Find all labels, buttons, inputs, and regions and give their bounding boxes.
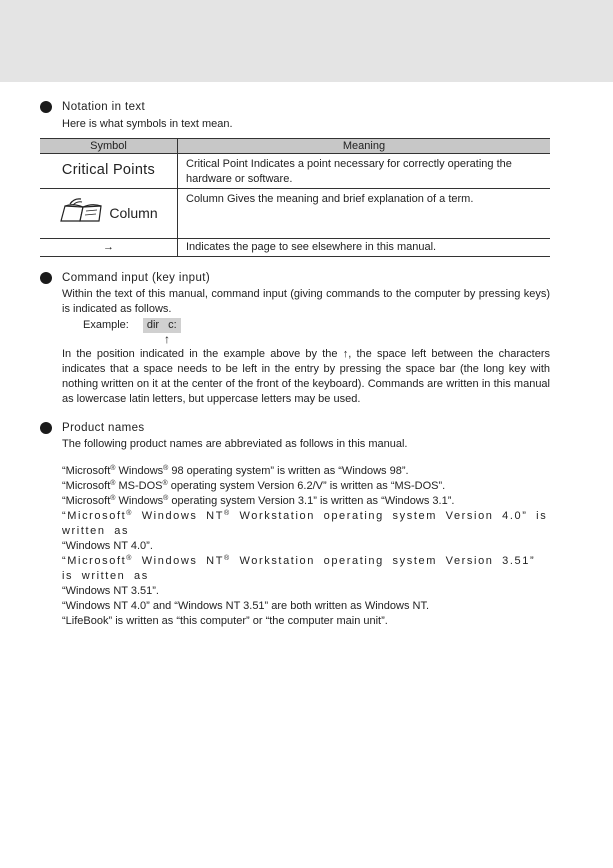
header-symbol: Symbol <box>40 139 178 154</box>
header-meaning: Meaning <box>178 139 551 154</box>
meaning-cell: Critical Point Indicates a point necessary for correctly operating the hardware or software. <box>178 154 551 189</box>
arrow-line <box>40 334 550 347</box>
table-row <box>40 239 550 257</box>
table-row <box>40 154 550 189</box>
products-intro: The following product names are abbreviated as follows in this manual. <box>62 438 408 450</box>
symbol-cell <box>40 154 178 189</box>
product-line: “Microsoft® Windows® 98 operating system” is written as “Windows 98”. <box>62 465 409 477</box>
meaning-cell: Column Gives the meaning and brief explanation of a term. <box>178 189 551 239</box>
example-label: Example: <box>83 319 129 331</box>
notation-table <box>40 138 550 257</box>
command-explanation: In the position indicated in the example above by the ↑, the space left between the characters indicates that a space needs to be left in the entry by pressing the space bar (the long key with nothing written on it at the center of the front of the keyboard). Commands are written in this manual as lowercase latin letters, but uppercase letters may be used. <box>62 348 550 405</box>
section-heading-products <box>40 421 550 437</box>
product-line: “Microsoft® Windows NT® Workstation operating system Version 3.51” is written as “Windows NT 3.51”. <box>62 555 536 597</box>
open-book-icon <box>59 198 103 229</box>
bullet-icon <box>40 101 52 113</box>
symbol-cell <box>40 239 178 257</box>
section-title: Command input (key input) <box>62 272 211 284</box>
right-arrow-icon: → <box>103 241 114 253</box>
example-line <box>40 318 550 334</box>
critical-points-label: Critical Points <box>61 162 156 178</box>
command-paragraph: Within the text of this manual, command input (giving commands to the computer by pressing keys) is indicated as follows. <box>62 288 550 315</box>
page-content <box>40 100 550 629</box>
meaning-cell: Indicates the page to see elsewhere in this manual. <box>178 239 551 257</box>
bullet-icon <box>40 272 52 284</box>
notation-intro: Here is what symbols in text mean. <box>62 118 233 130</box>
bullet-icon <box>40 422 52 434</box>
product-line: “Windows NT 4.0” and “Windows NT 3.51” are both written as Windows NT. <box>62 600 430 612</box>
example-command: dir c: <box>143 318 181 333</box>
table-row <box>40 189 550 239</box>
section-heading-notation <box>40 100 550 116</box>
up-arrow-icon: ↑ <box>164 332 170 346</box>
section-heading-command <box>40 271 550 287</box>
product-line: “Microsoft® Windows NT® Workstation operating system Version 4.0” is written as “Windows NT 4.0”. <box>62 510 548 552</box>
table-header-row <box>40 139 550 154</box>
symbol-cell <box>40 189 178 239</box>
product-line: “Microsoft® MS-DOS® operating system Version 6.2/V” is written as “MS-DOS”. <box>62 480 446 492</box>
section-title: Product names <box>62 422 145 434</box>
product-line: “Microsoft® Windows® operating system Version 3.1” is written as “Windows 3.1”. <box>62 495 455 507</box>
column-label: Column <box>109 205 158 221</box>
section-title: Notation in text <box>62 101 146 113</box>
header-band <box>0 0 613 82</box>
product-line: “LifeBook” is written as “this computer” or “the computer main unit”. <box>62 615 388 627</box>
